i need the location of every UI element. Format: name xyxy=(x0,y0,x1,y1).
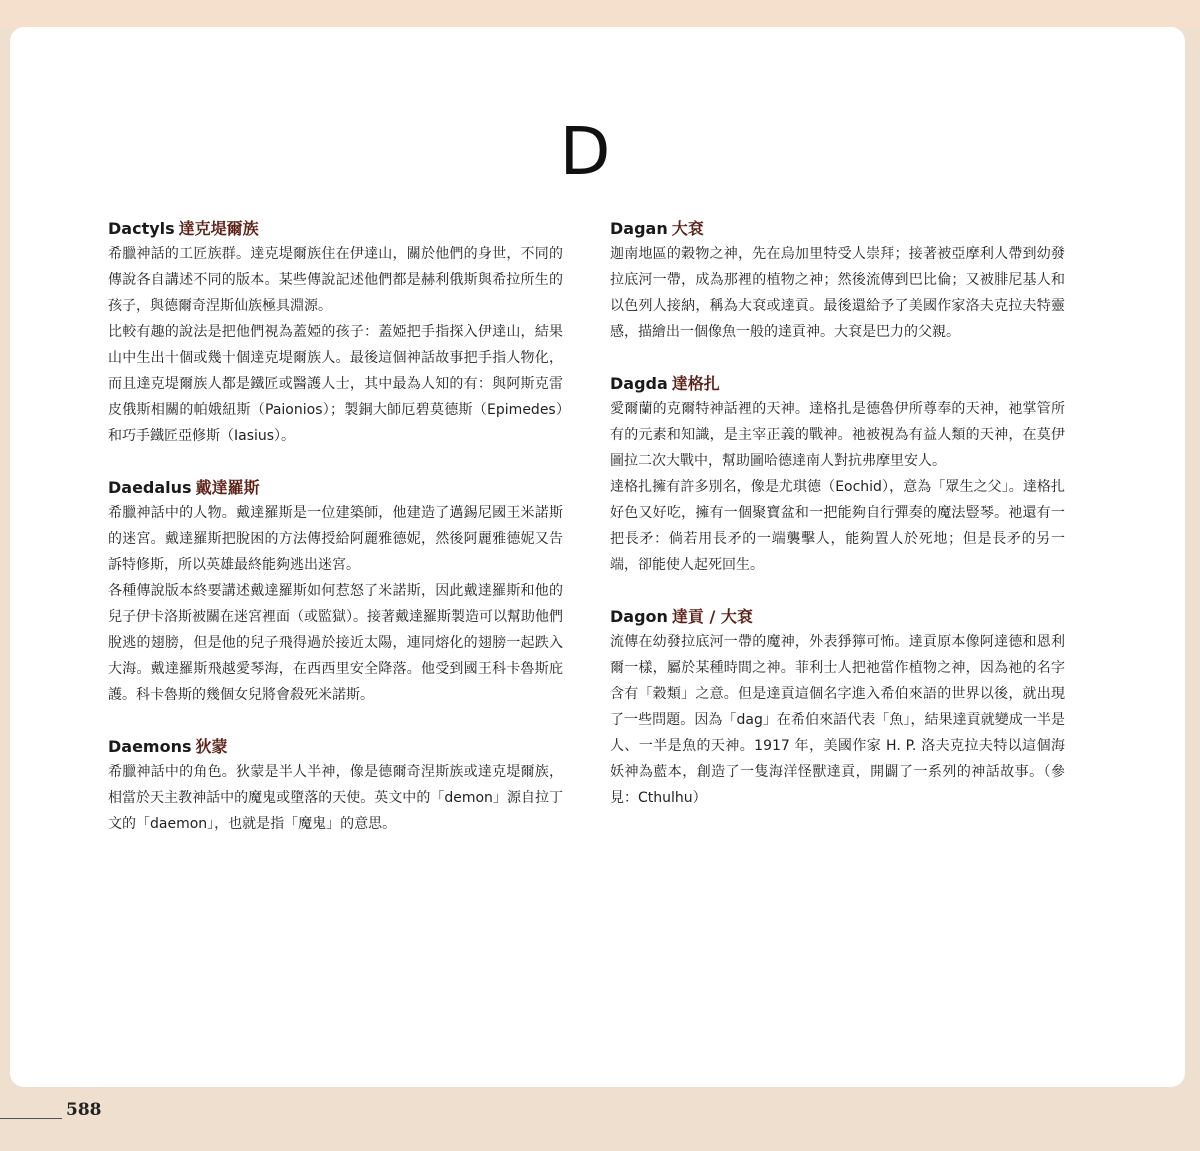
page-top-edge xyxy=(0,0,1200,28)
entry-term: Dagon xyxy=(610,607,668,626)
entry-term: Dagan xyxy=(610,219,668,238)
entry-term-zh: 達貢 / 大袞 xyxy=(671,607,753,626)
entry-title xyxy=(610,606,1065,628)
entry-paragraph: 各種傳說版本終要講述戴達羅斯如何惹怒了米諾斯，因此戴達羅斯和他的兒子伊卡洛斯被關在迷宮裡面（或監獄）。接著戴達羅斯製造可以幫助他們脫逃的翅膀，但是他的兒子飛得過於接近太陽，連同熔化的翅膀一起跌入大海。戴達羅斯飛越愛琴海，在西西里安全降落。他受到國王科卡魯斯庇護。科卡魯斯的幾個女兒將會殺死米諾斯。 xyxy=(108,583,563,703)
entry-term-zh: 大袞 xyxy=(671,219,704,238)
footer-rule xyxy=(0,1118,62,1119)
entry-paragraph: 迦南地區的穀物之神，先在烏加里特受人崇拜；接著被亞摩利人帶到幼發拉底河一帶，成為那裡的植物之神；然後流傳到巴比倫；又被腓尼基人和以色列人接納，稱為大袞或達貢。最後還給予了美國作家洛夫克拉夫特靈感，描繪出一個像魚一般的達貢神。大袞是巴力的父親。 xyxy=(610,246,1065,340)
entry-term-zh: 狄蒙 xyxy=(195,737,228,756)
entry-dagon xyxy=(610,606,1065,811)
entry-term-zh: 達格扎 xyxy=(671,374,720,393)
entry-daemons xyxy=(108,736,563,837)
right-column xyxy=(610,218,1065,839)
entry-title xyxy=(610,373,1065,395)
entry-title xyxy=(108,736,563,758)
entry-dactyls xyxy=(108,218,563,449)
entry-term: Dagda xyxy=(610,374,668,393)
entry-term: Daemons xyxy=(108,737,192,756)
entry-term-zh: 戴達羅斯 xyxy=(195,478,260,497)
entry-paragraph: 比較有趣的說法是把他們視為蓋婭的孩子：蓋婭把手指探入伊達山，結果山中生出十個或幾十個達克堤爾族人。最後這個神話故事把手指人物化，而且達克堤爾族人都是鐵匠或醫護人士，其中最為人知的有：與阿斯克雷皮俄斯相關的帕娥紐斯（Paionios）；製銅大師厄碧莫德斯（Epimedes）和巧手鐵匠亞修斯（Iasius）。 xyxy=(108,324,563,444)
entry-paragraph: 希臘神話中的角色。狄蒙是半人半神，像是德爾奇涅斯族或達克堤爾族，相當於天主教神話中的魔鬼或墮落的天使。英文中的「demon」源自拉丁文的「daemon」，也就是指「魔鬼」的意思。 xyxy=(108,764,563,832)
entry-term-zh: 達克堤爾族 xyxy=(178,219,259,238)
entry-paragraph: 流傳在幼發拉底河一帶的魔神，外表猙獰可怖。達貢原本像阿達德和恩利爾一樣，屬於某種時間之神。菲利士人把祂當作植物之神，因為祂的名字含有「穀類」之意。但是達貢這個名字進入希伯來語的世界以後，就出現了一些問題。因為「dag」在希伯來語代表「魚」，結果達貢就變成一半是人、一半是魚的天神。1917 年，美國作家 H. P. 洛夫克拉夫特以這個海妖神為藍本，創造了一隻海洋怪獸達貢，開闢了一系列的神話故事。（參見：Cthulhu） xyxy=(610,634,1065,806)
entry-paragraph: 希臘神話的工匠族群。達克堤爾族住在伊達山，關於他們的身世，不同的傳說各自講述不同的版本。某些傳說記述他們都是赫利俄斯與希拉所生的孩子，與德爾奇涅斯仙族極具淵源。 xyxy=(108,246,563,314)
section-letter: D xyxy=(559,113,611,190)
entry-paragraph: 希臘神話中的人物。戴達羅斯是一位建築師，他建造了邁錫尼國王米諾斯的迷宮。戴達羅斯把脫困的方法傳授給阿麗雅德妮，然後阿麗雅德妮又告訴特修斯，所以英雄最終能夠逃出迷宮。 xyxy=(108,505,563,573)
entry-paragraph: 達格扎擁有許多別名，像是尤琪德（Eochid），意為「眾生之父」。達格扎好色又好吃，擁有一個聚寶盆和一把能夠自行彈奏的魔法豎琴。祂還有一把長矛：倘若用長矛的一端襲擊人，能夠置人於死地；但是長矛的另一端，卻能使人起死回生。 xyxy=(610,479,1065,573)
entry-title xyxy=(108,477,563,499)
entry-dagan xyxy=(610,218,1065,345)
entry-daedalus xyxy=(108,477,563,708)
entry-term: Dactyls xyxy=(108,219,175,238)
entry-term: Daedalus xyxy=(108,478,192,497)
entry-title xyxy=(108,218,563,240)
entry-title xyxy=(610,218,1065,240)
left-column xyxy=(108,218,563,865)
entry-paragraph: 愛爾蘭的克爾特神話裡的天神。達格扎是德魯伊所尊奉的天神，祂掌管所有的元素和知識，是主宰正義的戰神。祂被視為有益人類的天神，在莫伊圖拉二次大戰中，幫助圖哈德達南人對抗弗摩里安人。 xyxy=(610,401,1065,469)
entry-dagda xyxy=(610,373,1065,578)
page-number: 588 xyxy=(66,1100,102,1120)
